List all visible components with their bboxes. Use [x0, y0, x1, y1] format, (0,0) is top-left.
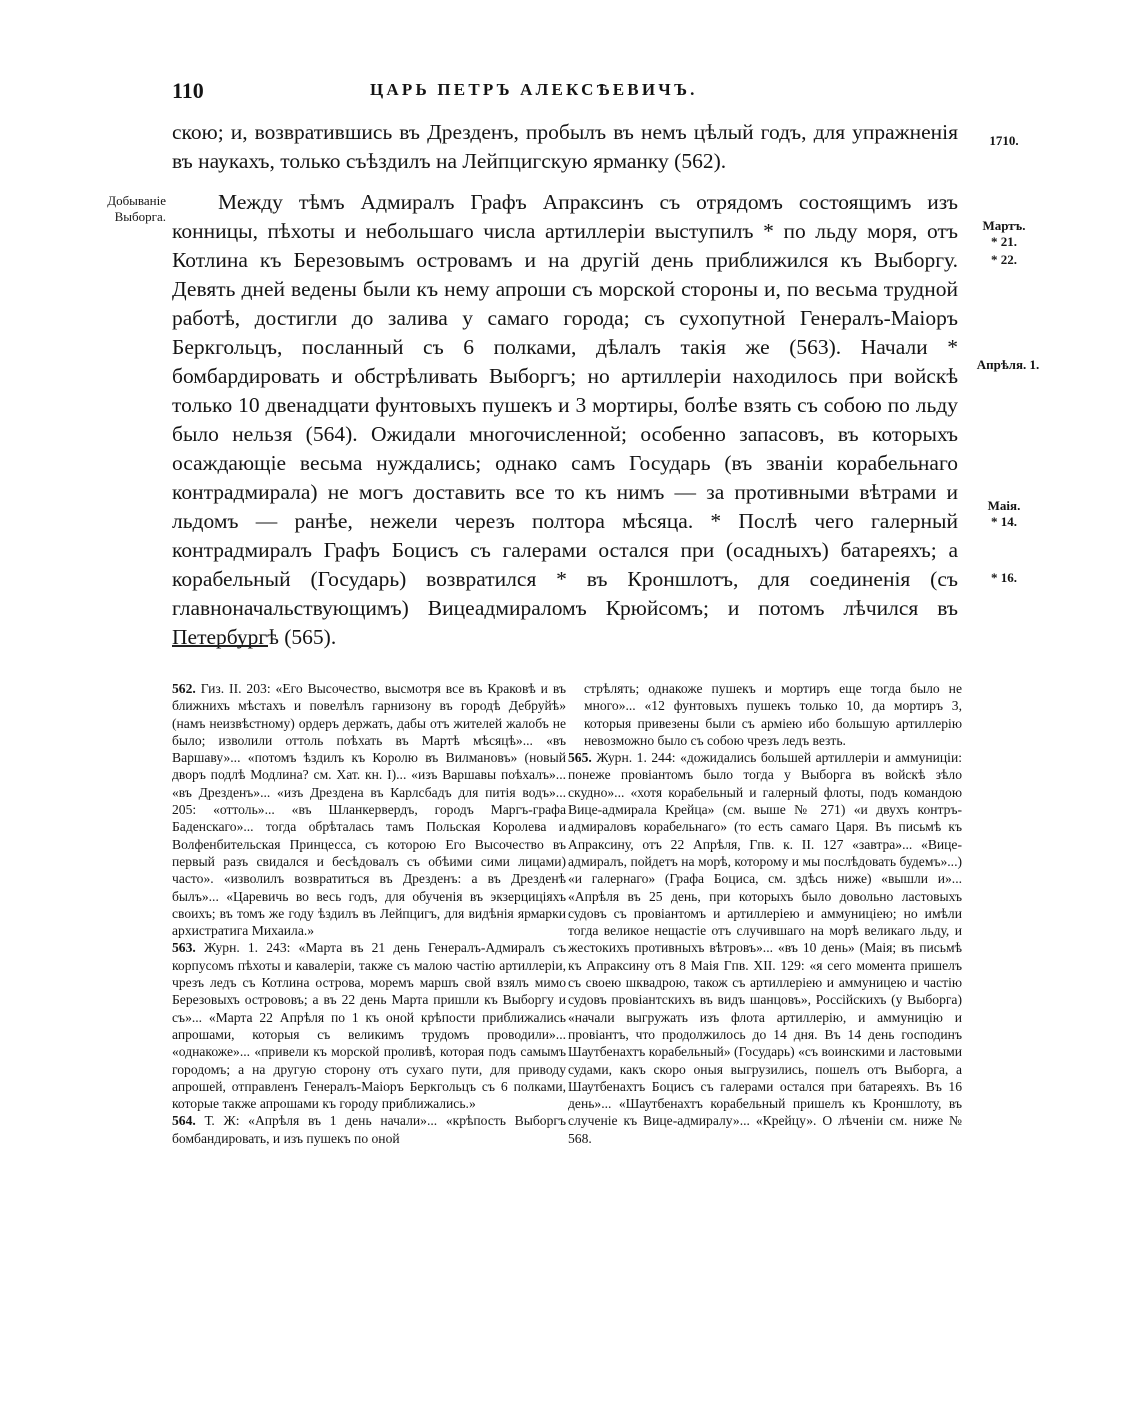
footnote-564	[172, 1112, 566, 1147]
paragraph-vyborg-siege: Между тѣмъ Адмиралъ Графъ Апраксинъ съ отрядомъ состоящимъ изъ конницы, пѣхоты и небольшаго числа артиллеріи выступилъ * по льду моря, отъ Котлина къ Березовымъ островамъ и на другій день приближился къ Выборгу. Девять дней ведены были къ нему апроши съ морской стороны и, по весьма трудной работѣ, достигли до залива у самаго города; съ сухопутной Генералъ-Маіоръ Беркгольцъ, посланный съ 6 полками, дѣлалъ такія же (563). Начали * бомбардировать и обстрѣливать Выборгъ; но артиллеріи находилось при войскѣ только 10 двенадцати фунтовыхъ пушекъ и 3 мортиры, болѣе взять съ собою по льду было нельзя (564). Ожидали многочисленной; особенно запасовъ, въ которыхъ осаждающіе весьма нуждались; однако самъ Государь (въ званіи корабельнаго контрадмирала) не могъ доставить все то къ нимъ — за противными вѣтрами и льдомъ — ранѣе, нежели черезъ полтора мѣсяца. * Послѣ чего галерный контрадмиралъ Графъ Боцисъ съ галерами остался при (осадныхъ) батареяхъ; а корабельный (Государь) возвратился * въ Кроншлотъ, для соединенія (съ главноначальствующимъ) Вицеадмираломъ Крюйсомъ; и потомъ лѣчился въ Петербургѣ (565).	[172, 190, 958, 649]
paragraph-continuation: скою; и, возвратившись въ Дрезденъ, пробылъ въ немъ цѣлый годъ, для упражненія въ наукахъ, только съѣздилъ на Лейпцигскую ярманку (562).	[172, 120, 958, 173]
margin-note-line-1: Добываніе	[107, 193, 166, 208]
margin-year: 1710.	[989, 133, 1019, 148]
page-number: 110	[172, 78, 204, 103]
footnote-564-continuation: стрѣлять; однакоже пушекъ и мортиръ еще тогда было не много»... «12 фунтовыхъ пушекъ только 10, да мортиръ 3, которыя привезены были съ арміею ибо большую артиллерію невозможно было съ собою чрезъ ледъ везть.	[584, 681, 962, 748]
margin-note-left	[70, 193, 166, 225]
footnote-565-number: 565.	[568, 750, 592, 766]
footnote-562-number: 562.	[172, 681, 196, 696]
footnote-divider	[172, 645, 268, 647]
footnote-565-text: Журн. 1. 244: «дожидались большей артиллеріи и аммуниціи: понеже провіантомъ было тогда у Выборга въ войскѣ зѣло скудно»... «хотя корабельный и галерный флоты, подъ командою Вице-адмирала Крейца» (см. выше № 271) «и двухъ контръ-адмираловъ корабельнаго» (то есть самаго Царя. Въ письмѣ къ Апраксину, отъ 22 Апрѣля, Гпв. к. II. 127 «завтра»... «Вице-адмиралъ, пойдетъ на морѣ, которому и мы послѣдовать будемъ»...) «и галернаго» (Графа Боциса, см. здѣсь ниже) «вышли и»... «Апрѣля въ 25 день, при которыхъ было довольно ластовыхъ судовъ съ провіантомъ и артиллеріею и аммуниціею; но имѣли тогда великое нещастіе отъ случившаго на морѣ великаго льду, и жестокихъ противныхъ вѣтровъ»... «въ 10 день» (Маія; въ письмѣ къ Апраксину отъ 8 Маія Гпв. XII. 129: «я сего момента пришелъ съ своею шквадрою, також съ артиллеріею и аммуницею и частію судовъ провіантскихъ въ видъ шанцовъ», Россійскихъ (у Выборга) «начали выгружать изъ флота артиллерію, и аммуницію и провіантъ, что продолжилось до 14 дня. Въ 14 день господинъ Шаутбенахтъ корабельный» (Государь) «съ воинскими и ластовыми судами, какъ скоро оныя выгрузились, пошелъ отъ Выборга, а Шаутбенахтъ Боцисъ съ галерами остался при батареяхъ. Въ 16 день»... «Шаутбенахтъ корабельный пришелъ къ Кроншлоту, въ слученіе къ Вице-адмиралу»... «Крейцу». О лѣченіи см. ниже № 568.	[568, 750, 962, 1146]
footnote-563-number: 563.	[172, 940, 196, 956]
margin-may-label: Маія.	[987, 498, 1021, 513]
running-title: ЦАРЬ ПЕТРЪ АЛЕКСѢЕВИЧЪ.	[370, 80, 698, 99]
footnotes-right-column	[568, 680, 962, 1147]
footnote-565	[568, 749, 962, 1147]
margin-day-21: * 21.	[991, 234, 1017, 249]
margin-march-label: Мартъ.	[982, 218, 1026, 233]
footnote-564-text: Т. Ж: «Апрѣля въ 1 день начали»... «крѣпость Выборгъ бомбандировать, и изъ пушекъ по оной	[172, 1113, 566, 1146]
margin-date-may	[974, 498, 1034, 530]
margin-note-line-2: Выборга.	[114, 209, 166, 224]
footnote-562-text: Гиз. II. 203: «Его Высочество, высмотря все въ Краковѣ и въ ближнихъ мѣстахъ и повелѣлъ гарнизону въ городѣ Дебруйѣ» (намъ неизвѣстному) ордеръ держать, дабы отъ жителей жалобъ не было; изволили оттоль поѣхать въ Мартѣ мѣсяцѣ»... «въ Варшаву»... «потомъ ѣздилъ къ Королю въ Вилмановъ» (новый дворъ подлѣ Модлина? см. Хат. кн. I)... «изъ Варшавы поѣхалъ»... «въ Дрезденъ»... «изъ Дрездена въ Карлсбадъ для питія водъ»... 205: «оттоль»... «въ Шланкервердъ, городъ Маргъ-графа Баденскаго»... тогда обрѣталась тамъ Польская Королева и Волфенбительская Принцесса, съ которою Его Высочество въ первый разъ свидался и бесѣдовалъ съ обѣими сими лицами) часто». «изволилъ возвратиться въ Дрезденъ: а въ Дрезденѣ былъ»... «Царевичь во весь годъ, для обученія въ экзерциціяхъ своихъ; въ томъ же году ѣздилъ въ Лейпцигъ, для видѣнія ярмарки архистратига Михаила.»	[172, 681, 566, 939]
margin-day-16: * 16.	[991, 570, 1017, 585]
footnotes-left-column	[172, 680, 566, 1147]
main-text	[172, 118, 958, 652]
footnote-563-text: Журн. 1. 243: «Марта въ 21 день Генералъ-Адмиралъ съ корпусомъ пѣхоты и кавалеріи, также съ малою частію артиллеріи, чрезъ ледъ съ Котлина острова, моремъ маршъ свой взялъ мимо Березовыхъ острововъ; а въ 22 день Марта пришли къ Выборгу и съ»... «Марта 22 Апрѣля по 1 къ оной крѣпости приближались апрошами, которыя съ великимъ трудомъ проводили»... «однакоже»... «привели къ морской проливѣ, которая подъ самымъ городомъ; а на другую сторону отъ сухаго пути, для приводу апрошей, отправленъ Генералъ-Маіоръ Беркгольцъ съ 6 полками, которые также апрошами къ городу приближались.»	[172, 940, 566, 1112]
footnote-562	[172, 680, 566, 939]
margin-date-march	[974, 218, 1034, 268]
margin-date-april: Апрѣля. 1.	[976, 357, 1040, 372]
footnote-563	[172, 939, 566, 1112]
margin-day-14: * 14.	[991, 514, 1017, 529]
margin-day-22: * 22.	[991, 252, 1017, 267]
footnote-564-number: 564.	[172, 1113, 196, 1129]
